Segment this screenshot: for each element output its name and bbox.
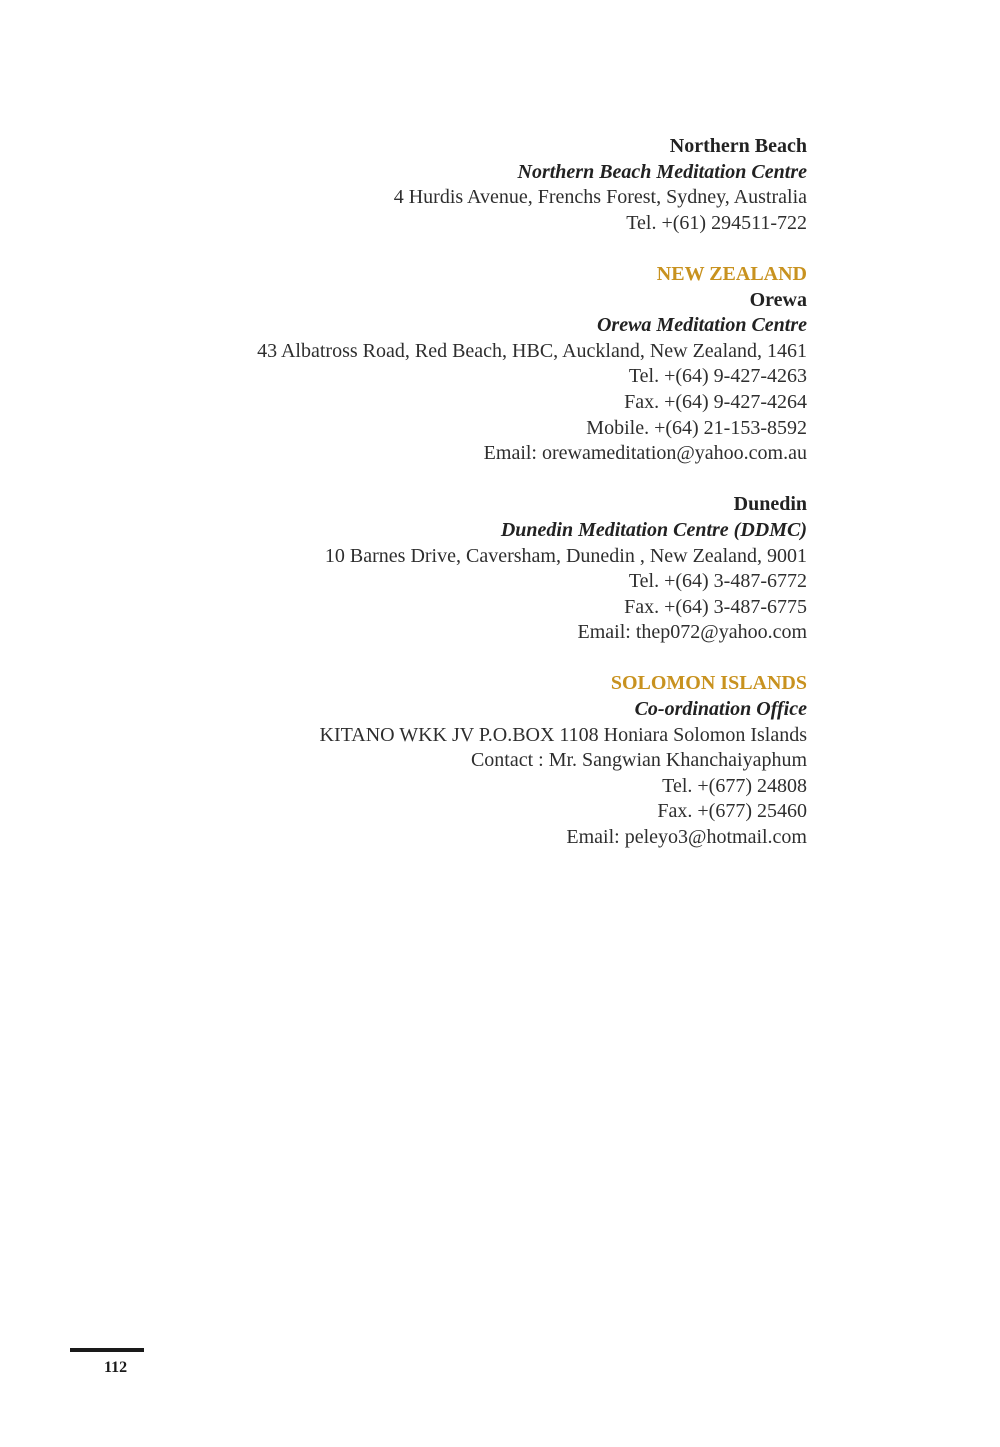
tel-orewa: Tel. +(64) 9-427-4263 xyxy=(628,365,807,388)
fax-dunedin: Fax. +(64) 3-487-6775 xyxy=(624,595,807,618)
country-heading-solomon-islands: SOLOMON ISLANDS xyxy=(610,672,807,695)
country-heading-new-zealand: NEW ZEALAND xyxy=(656,262,807,285)
section-spacer xyxy=(107,646,807,672)
centre-name-northern-beach: Northern Beach Meditation Centre xyxy=(517,160,807,183)
mobile-orewa: Mobile. +(64) 21-153-8592 xyxy=(586,416,807,439)
centre-name-orewa: Orewa Meditation Centre xyxy=(596,314,807,337)
section-spacer xyxy=(107,467,807,493)
city-heading-orewa: Orewa xyxy=(749,288,807,311)
tel-dunedin: Tel. +(64) 3-487-6772 xyxy=(628,570,807,593)
city-heading-northern-beach: Northern Beach xyxy=(669,135,807,157)
centre-name-dunedin: Dunedin Meditation Centre (DDMC) xyxy=(500,518,807,541)
city-heading-dunedin: Dunedin xyxy=(733,493,807,516)
tel-solomon-islands: Tel. +(677) 24808 xyxy=(662,774,807,797)
address-northern-beach: 4 Hurdis Avenue, Frenchs Forest, Sydney, Australia xyxy=(393,186,807,209)
contact-solomon-islands: Contact : Mr. Sangwian Khanchaiyaphum xyxy=(470,749,807,772)
email-solomon-islands: Email: peleyo3@hotmail.com xyxy=(566,826,807,849)
footer-rule xyxy=(70,1348,144,1352)
address-dunedin: 10 Barnes Drive, Caversham, Dunedin , New Zealand, 9001 xyxy=(324,544,807,567)
centre-name-solomon-islands: Co-ordination Office xyxy=(634,698,807,721)
fax-orewa: Fax. +(64) 9-427-4264 xyxy=(624,390,807,413)
address-solomon-islands: KITANO WKK JV P.O.BOX 1108 Honiara Solomon Islands xyxy=(319,723,807,746)
tel-northern-beach: Tel. +(61) 294511-722 xyxy=(626,211,807,234)
email-dunedin: Email: thep072@yahoo.com xyxy=(577,621,807,644)
section-spacer xyxy=(107,236,807,262)
directory-listing xyxy=(107,134,807,851)
email-orewa: Email: orewameditation@yahoo.com.au xyxy=(483,442,807,465)
address-orewa: 43 Albatross Road, Red Beach, HBC, Auckland, New Zealand, 1461 xyxy=(257,339,807,362)
page-number: 112 xyxy=(104,1359,128,1376)
fax-solomon-islands: Fax. +(677) 25460 xyxy=(657,800,807,823)
